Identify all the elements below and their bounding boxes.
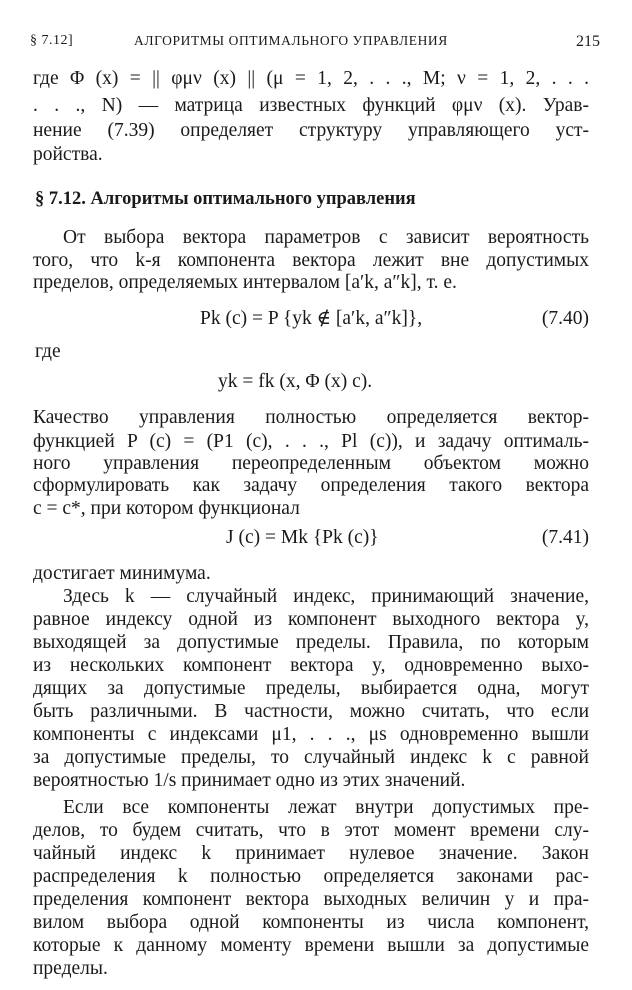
text-line: вероятностью 1/s принимает одно из этих значений.	[33, 770, 466, 791]
header-section: § 7.12]	[30, 33, 74, 48]
equation-number-7-40: (7.40)	[541, 308, 589, 329]
text-line: От выбора вектора параметров c зависит вероятность	[63, 227, 589, 248]
page-number: 215	[576, 33, 600, 50]
text-line: которые к данному моменту времени вышли за допустимые	[33, 935, 589, 956]
text-line: где	[35, 341, 61, 362]
text-line: распределения k полностью определяется законами рас-	[33, 866, 589, 887]
text-line: Качество управления полностью определяется вектор-	[33, 407, 589, 428]
running-header	[30, 33, 600, 59]
text-line: пределов, определяемых интервалом [a′k, a″k], т. е.	[33, 272, 457, 293]
text-line: чайный индекс k принимает нулевое значение. Закон	[33, 843, 589, 864]
equation-7-40: Pk (c) = P {yk ∉ [a′k, a″k]},	[200, 308, 423, 329]
text-line: функцией P (c) = (P1 (c), . . ., Pl (c)), и задачу оптималь-	[33, 431, 589, 452]
text-line: сформулировать как задачу определения такого вектора	[33, 475, 589, 496]
text-line: дящих за допустимые пределы, выбирается одна, могут	[33, 678, 589, 699]
text-line: . . ., N) — матрица известных функций φμν (x). Урав-	[33, 95, 589, 116]
header-title: АЛГОРИТМЫ ОПТИМАЛЬНОГО УПРАВЛЕНИЯ	[134, 33, 448, 48]
text-line: из нескольких компонент вектора y, одновременно выхо-	[33, 655, 589, 676]
equation-number-7-41: (7.41)	[541, 527, 589, 548]
text-line: Если все компоненты лежат внутри допустимых пре-	[63, 797, 589, 818]
text-line: вилом выбора одной компоненты из числа компонент,	[33, 912, 589, 933]
text-line: c = c*, при котором функционал	[33, 498, 300, 519]
text-line: достигает минимума.	[33, 563, 211, 584]
text-line: за допустимые пределы, то случайный индекс k с равной	[33, 747, 589, 768]
text-line: ройства.	[33, 144, 103, 165]
text-line: ного управления переопределенным объектом можно	[33, 453, 589, 474]
text-line: делов, то будем считать, что в этот момент времени слу-	[33, 820, 589, 841]
text-line: пределения компонент вектора выходных величин y и пра-	[33, 889, 589, 910]
text-line: где Φ (x) = || φμν (x) || (μ = 1, 2, . . ., M; ν = 1, 2, . . .	[33, 68, 589, 89]
text-line: Здесь k — случайный индекс, принимающий значение,	[63, 586, 589, 607]
section-heading: § 7.12. Алгоритмы оптимального управления	[35, 189, 416, 209]
equation-y: yk = fk (x, Φ (x) c).	[218, 371, 373, 392]
text-line: равное индексу одной из компонент выходного вектора y,	[33, 609, 589, 630]
equation-7-41: J (c) = Mk {Pk (c)}	[226, 527, 379, 548]
text-line: компоненты с индексами μ1, . . ., μs одновременно вышли	[33, 724, 589, 745]
text-line: того, что k-я компонента вектора лежит вне допустимых	[33, 250, 589, 271]
text-line: выходящей за допустимые пределы. Правила, по которым	[33, 632, 589, 653]
text-line: пределы.	[33, 958, 108, 979]
text-line: быть различными. В частности, можно считать, что если	[33, 701, 589, 722]
text-line: нение (7.39) определяет структуру управляющего уст-	[33, 120, 589, 141]
